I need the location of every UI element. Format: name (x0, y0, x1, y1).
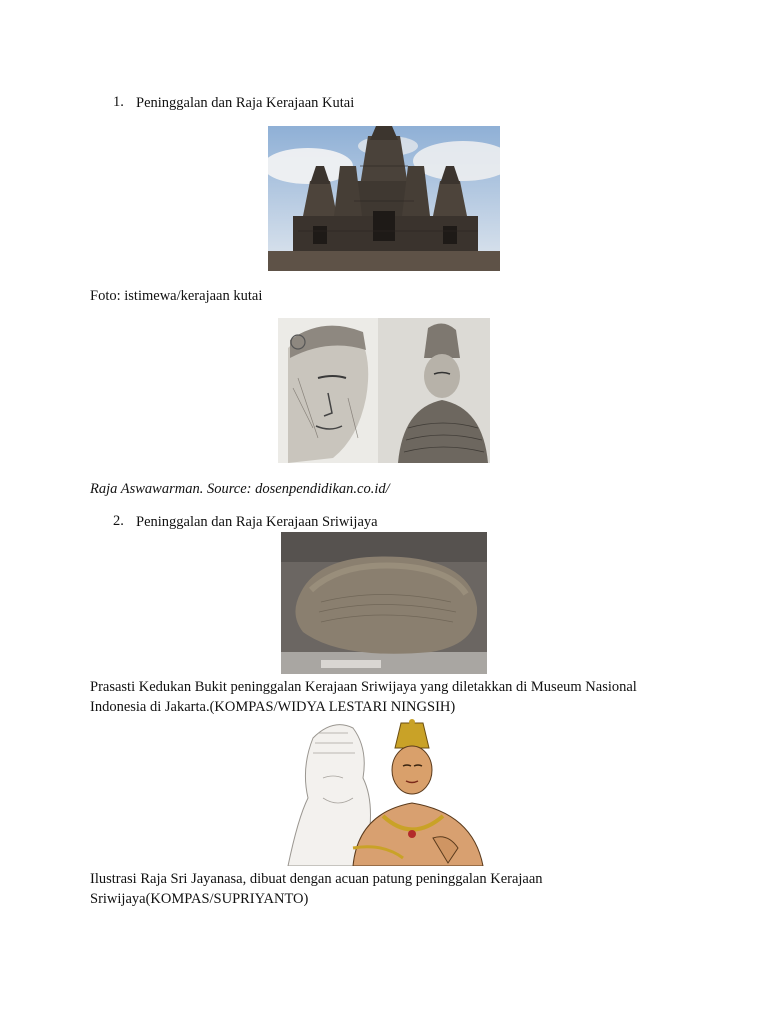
section-heading-sriwijaya: Peninggalan dan Raja Kerajaan Sriwijaya (136, 514, 378, 530)
caption-jayanasa: Ilustrasi Raja Sri Jayanasa, dibuat dengan acuan patung peninggalan Kerajaan Sriwijaya(KOMPAS/SUPRIYANTO) (90, 871, 543, 907)
raja-aswawarman-illustration (278, 318, 490, 463)
caption-prasasti: Prasasti Kedukan Bukit peninggalan Kerajaan Sriwijaya yang diletakkan di Museum Nasional Indonesia di Jakarta.(KOMPAS/WIDYA LESTARI NINGSIH) (90, 679, 637, 715)
list-number-2: 2. (113, 513, 124, 529)
raja-sri-jayanasa-illustration (283, 718, 491, 866)
section-heading-kutai: Peninggalan dan Raja Kerajaan Kutai (136, 95, 355, 111)
caption-temple: Foto: istimewa/kerajaan kutai (90, 288, 263, 304)
list-number-1: 1. (113, 94, 124, 110)
prasasti-kedukan-bukit-photo (281, 532, 487, 674)
caption-aswawarman: Raja Aswawarman. Source: dosenpendidikan.co.id/ (90, 481, 390, 497)
temple-photo (268, 126, 500, 271)
